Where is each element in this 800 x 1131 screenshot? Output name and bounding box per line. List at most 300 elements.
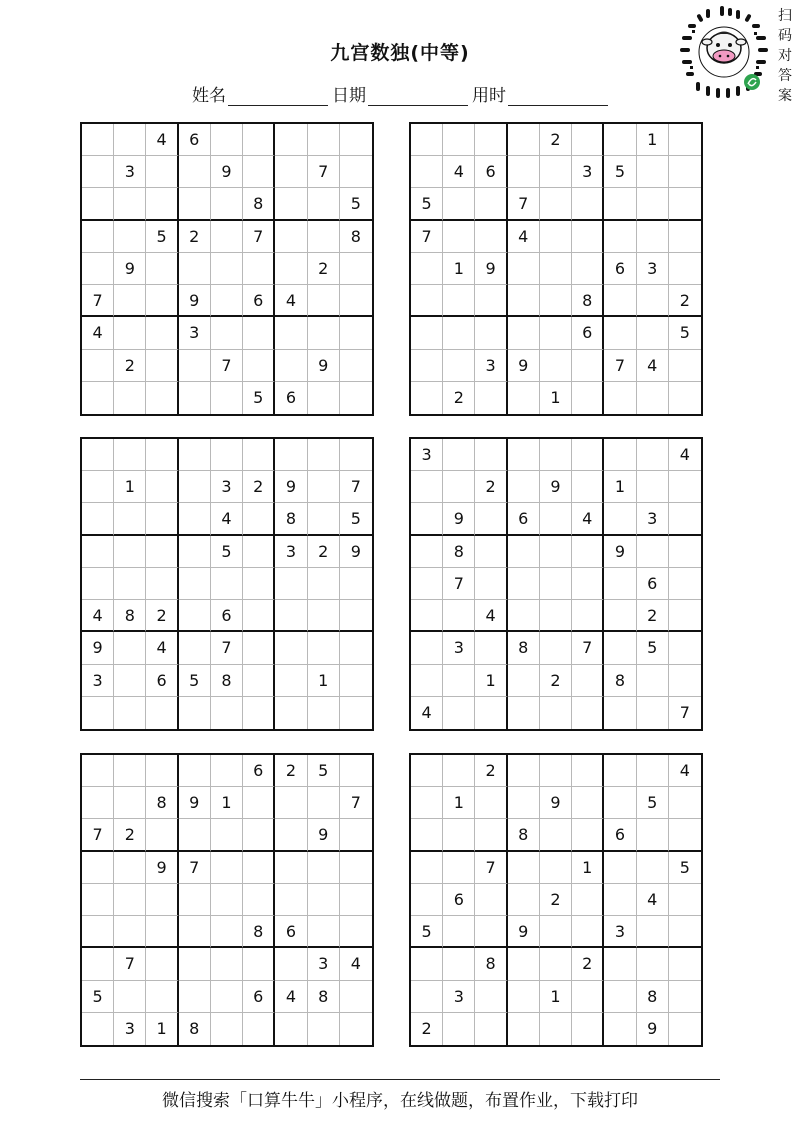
sudoku-cell[interactable] [82,536,114,568]
sudoku-cell[interactable] [340,852,372,884]
sudoku-cell[interactable] [669,536,701,568]
sudoku-cell[interactable] [637,285,669,317]
sudoku-cell[interactable] [243,568,275,600]
sudoku-cell[interactable] [340,350,372,382]
sudoku-cell[interactable] [146,755,178,787]
sudoku-cell[interactable] [114,787,146,819]
sudoku-cell[interactable] [637,916,669,948]
sudoku-cell[interactable] [669,503,701,535]
sudoku-cell[interactable] [82,124,114,156]
sudoku-cell[interactable] [540,439,572,471]
sudoku-cell[interactable] [82,755,114,787]
sudoku-cell[interactable] [475,221,507,253]
sudoku-cell[interactable] [114,221,146,253]
sudoku-cell[interactable] [475,632,507,664]
sudoku-cell[interactable] [211,1013,243,1045]
sudoku-cell[interactable] [604,632,636,664]
sudoku-cell[interactable] [540,568,572,600]
sudoku-cell[interactable] [508,568,540,600]
sudoku-cell[interactable] [114,124,146,156]
sudoku-cell[interactable] [508,382,540,414]
sudoku-cell[interactable] [637,852,669,884]
sudoku-cell[interactable] [275,124,307,156]
sudoku-cell[interactable] [411,948,443,980]
sudoku-cell[interactable] [669,124,701,156]
sudoku-cell[interactable] [114,632,146,664]
sudoku-cell[interactable] [669,787,701,819]
sudoku-cell[interactable] [540,221,572,253]
sudoku-cell[interactable] [572,787,604,819]
sudoku-cell[interactable] [179,439,211,471]
sudoku-cell[interactable] [243,503,275,535]
sudoku-cell[interactable] [572,819,604,851]
sudoku-cell[interactable] [604,124,636,156]
sudoku-cell[interactable] [475,568,507,600]
sudoku-cell[interactable] [411,285,443,317]
sudoku-cell[interactable] [572,884,604,916]
sudoku-cell[interactable] [114,884,146,916]
sudoku-cell[interactable] [211,382,243,414]
sudoku-cell[interactable] [243,439,275,471]
sudoku-cell[interactable] [82,471,114,503]
sudoku-cell[interactable] [604,948,636,980]
sudoku-cell[interactable] [637,471,669,503]
sudoku-cell[interactable] [82,188,114,220]
sudoku-cell[interactable] [308,317,340,349]
sudoku-cell[interactable] [443,285,475,317]
sudoku-cell[interactable] [146,981,178,1013]
sudoku-cell[interactable] [475,697,507,729]
sudoku-cell[interactable] [340,916,372,948]
sudoku-cell[interactable] [308,568,340,600]
sudoku-cell[interactable] [82,884,114,916]
sudoku-cell[interactable] [82,697,114,729]
sudoku-cell[interactable] [275,665,307,697]
sudoku-cell[interactable] [508,884,540,916]
sudoku-cell[interactable] [637,697,669,729]
sudoku-cell[interactable] [275,697,307,729]
time-blank[interactable] [508,87,608,106]
sudoku-cell[interactable] [275,884,307,916]
sudoku-cell[interactable] [669,253,701,285]
sudoku-cell[interactable] [604,600,636,632]
sudoku-cell[interactable] [179,503,211,535]
sudoku-cell[interactable] [604,382,636,414]
sudoku-cell[interactable] [411,317,443,349]
sudoku-cell[interactable] [508,439,540,471]
sudoku-cell[interactable] [179,632,211,664]
sudoku-cell[interactable] [540,632,572,664]
sudoku-cell[interactable] [179,350,211,382]
sudoku-cell[interactable] [572,536,604,568]
sudoku-cell[interactable] [443,471,475,503]
sudoku-cell[interactable] [114,285,146,317]
sudoku-cell[interactable] [211,697,243,729]
sudoku-cell[interactable] [604,439,636,471]
sudoku-cell[interactable] [572,221,604,253]
sudoku-cell[interactable] [572,124,604,156]
sudoku-cell[interactable] [275,156,307,188]
sudoku-cell[interactable] [243,884,275,916]
sudoku-cell[interactable] [637,382,669,414]
sudoku-cell[interactable] [411,755,443,787]
sudoku-cell[interactable] [508,536,540,568]
sudoku-cell[interactable] [604,755,636,787]
sudoku-cell[interactable] [508,981,540,1013]
sudoku-cell[interactable] [179,981,211,1013]
sudoku-cell[interactable] [637,188,669,220]
sudoku-cell[interactable] [411,884,443,916]
sudoku-cell[interactable] [572,568,604,600]
sudoku-cell[interactable] [114,382,146,414]
sudoku-cell[interactable] [669,382,701,414]
sudoku-cell[interactable] [275,600,307,632]
sudoku-cell[interactable] [572,697,604,729]
sudoku-cell[interactable] [540,188,572,220]
sudoku-cell[interactable] [275,819,307,851]
sudoku-cell[interactable] [669,188,701,220]
sudoku-cell[interactable] [540,697,572,729]
sudoku-cell[interactable] [146,439,178,471]
sudoku-cell[interactable] [669,568,701,600]
sudoku-cell[interactable] [243,819,275,851]
sudoku-cell[interactable] [82,948,114,980]
sudoku-cell[interactable] [540,536,572,568]
sudoku-cell[interactable] [243,536,275,568]
sudoku-cell[interactable] [637,665,669,697]
sudoku-cell[interactable] [604,503,636,535]
sudoku-cell[interactable] [308,1013,340,1045]
sudoku-cell[interactable] [540,755,572,787]
sudoku-cell[interactable] [340,665,372,697]
sudoku-cell[interactable] [637,439,669,471]
sudoku-cell[interactable] [540,852,572,884]
sudoku-cell[interactable] [443,948,475,980]
sudoku-cell[interactable] [340,568,372,600]
sudoku-cell[interactable] [114,916,146,948]
sudoku-cell[interactable] [540,819,572,851]
sudoku-cell[interactable] [82,916,114,948]
sudoku-cell[interactable] [308,916,340,948]
sudoku-cell[interactable] [411,568,443,600]
sudoku-cell[interactable] [82,439,114,471]
sudoku-cell[interactable] [275,787,307,819]
sudoku-cell[interactable] [308,884,340,916]
sudoku-cell[interactable] [475,503,507,535]
sudoku-cell[interactable] [243,948,275,980]
sudoku-cell[interactable] [114,665,146,697]
sudoku-cell[interactable] [114,188,146,220]
sudoku-cell[interactable] [275,1013,307,1045]
sudoku-cell[interactable] [211,852,243,884]
sudoku-cell[interactable] [475,884,507,916]
sudoku-cell[interactable] [211,916,243,948]
sudoku-cell[interactable] [475,787,507,819]
sudoku-cell[interactable] [179,253,211,285]
sudoku-cell[interactable] [637,156,669,188]
sudoku-cell[interactable] [243,1013,275,1045]
sudoku-cell[interactable] [146,156,178,188]
sudoku-cell[interactable] [411,819,443,851]
sudoku-cell[interactable] [443,697,475,729]
sudoku-cell[interactable] [604,568,636,600]
answer-qr-block[interactable] [676,4,796,108]
sudoku-cell[interactable] [114,981,146,1013]
sudoku-cell[interactable] [604,221,636,253]
sudoku-cell[interactable] [475,188,507,220]
sudoku-cell[interactable] [275,852,307,884]
sudoku-cell[interactable] [275,253,307,285]
sudoku-cell[interactable] [211,439,243,471]
sudoku-cell[interactable] [340,981,372,1013]
sudoku-cell[interactable] [340,124,372,156]
sudoku-cell[interactable] [308,471,340,503]
sudoku-cell[interactable] [179,697,211,729]
sudoku-cell[interactable] [508,755,540,787]
sudoku-cell[interactable] [211,285,243,317]
sudoku-cell[interactable] [308,600,340,632]
sudoku-cell[interactable] [275,350,307,382]
sudoku-cell[interactable] [340,697,372,729]
sudoku-cell[interactable] [572,981,604,1013]
sudoku-cell[interactable] [308,188,340,220]
sudoku-cell[interactable] [275,948,307,980]
sudoku-cell[interactable] [572,916,604,948]
sudoku-cell[interactable] [114,755,146,787]
sudoku-cell[interactable] [411,600,443,632]
sudoku-cell[interactable] [308,285,340,317]
sudoku-cell[interactable] [308,632,340,664]
sudoku-cell[interactable] [572,1013,604,1045]
sudoku-cell[interactable] [443,317,475,349]
sudoku-cell[interactable] [540,503,572,535]
sudoku-cell[interactable] [243,253,275,285]
sudoku-cell[interactable] [82,568,114,600]
sudoku-cell[interactable] [604,317,636,349]
sudoku-cell[interactable] [243,697,275,729]
sudoku-cell[interactable] [443,350,475,382]
sudoku-cell[interactable] [146,568,178,600]
sudoku-cell[interactable] [82,787,114,819]
sudoku-cell[interactable] [308,382,340,414]
sudoku-cell[interactable] [114,317,146,349]
sudoku-cell[interactable] [669,948,701,980]
sudoku-cell[interactable] [508,471,540,503]
sudoku-cell[interactable] [340,439,372,471]
sudoku-cell[interactable] [508,317,540,349]
sudoku-cell[interactable] [637,536,669,568]
sudoku-cell[interactable] [637,819,669,851]
sudoku-cell[interactable] [443,755,475,787]
sudoku-cell[interactable] [572,253,604,285]
sudoku-cell[interactable] [411,124,443,156]
sudoku-cell[interactable] [340,382,372,414]
sudoku-cell[interactable] [340,600,372,632]
sudoku-cell[interactable] [508,787,540,819]
sudoku-cell[interactable] [411,536,443,568]
sudoku-cell[interactable] [637,948,669,980]
sudoku-cell[interactable] [669,221,701,253]
sudoku-cell[interactable] [275,317,307,349]
sudoku-cell[interactable] [540,600,572,632]
sudoku-cell[interactable] [604,852,636,884]
sudoku-cell[interactable] [243,632,275,664]
sudoku-cell[interactable] [179,188,211,220]
sudoku-cell[interactable] [669,350,701,382]
sudoku-cell[interactable] [669,1013,701,1045]
sudoku-cell[interactable] [572,471,604,503]
sudoku-cell[interactable] [179,382,211,414]
sudoku-cell[interactable] [243,600,275,632]
sudoku-cell[interactable] [508,600,540,632]
sudoku-cell[interactable] [179,755,211,787]
sudoku-cell[interactable] [308,124,340,156]
sudoku-cell[interactable] [475,439,507,471]
sudoku-cell[interactable] [243,124,275,156]
sudoku-cell[interactable] [114,568,146,600]
sudoku-cell[interactable] [669,632,701,664]
sudoku-cell[interactable] [604,188,636,220]
sudoku-cell[interactable] [669,981,701,1013]
sudoku-cell[interactable] [411,787,443,819]
sudoku-cell[interactable] [540,1013,572,1045]
sudoku-cell[interactable] [146,819,178,851]
sudoku-cell[interactable] [443,600,475,632]
sudoku-cell[interactable] [211,884,243,916]
sudoku-cell[interactable] [475,382,507,414]
sudoku-cell[interactable] [211,755,243,787]
sudoku-cell[interactable] [146,350,178,382]
sudoku-cell[interactable] [275,188,307,220]
sudoku-cell[interactable] [308,503,340,535]
sudoku-cell[interactable] [508,156,540,188]
sudoku-cell[interactable] [443,916,475,948]
sudoku-cell[interactable] [411,382,443,414]
sudoku-cell[interactable] [572,382,604,414]
sudoku-cell[interactable] [540,948,572,980]
sudoku-cell[interactable] [275,568,307,600]
sudoku-cell[interactable] [604,884,636,916]
sudoku-cell[interactable] [82,350,114,382]
sudoku-cell[interactable] [637,317,669,349]
sudoku-cell[interactable] [82,221,114,253]
sudoku-cell[interactable] [572,188,604,220]
sudoku-cell[interactable] [211,819,243,851]
sudoku-cell[interactable] [146,188,178,220]
sudoku-cell[interactable] [179,819,211,851]
sudoku-cell[interactable] [443,221,475,253]
sudoku-cell[interactable] [443,1013,475,1045]
sudoku-cell[interactable] [82,1013,114,1045]
sudoku-cell[interactable] [114,536,146,568]
cow-mascot-qr-code-icon[interactable] [676,4,772,100]
sudoku-cell[interactable] [340,632,372,664]
sudoku-cell[interactable] [411,632,443,664]
sudoku-cell[interactable] [275,632,307,664]
sudoku-cell[interactable] [475,819,507,851]
sudoku-cell[interactable] [669,156,701,188]
sudoku-cell[interactable] [669,916,701,948]
sudoku-cell[interactable] [604,285,636,317]
sudoku-cell[interactable] [669,819,701,851]
sudoku-cell[interactable] [508,948,540,980]
sudoku-cell[interactable] [443,819,475,851]
sudoku-cell[interactable] [340,1013,372,1045]
sudoku-cell[interactable] [475,317,507,349]
sudoku-cell[interactable] [146,253,178,285]
sudoku-cell[interactable] [275,439,307,471]
sudoku-cell[interactable] [179,471,211,503]
sudoku-cell[interactable] [540,285,572,317]
sudoku-cell[interactable] [82,503,114,535]
sudoku-cell[interactable] [411,852,443,884]
sudoku-cell[interactable] [572,755,604,787]
sudoku-cell[interactable] [211,221,243,253]
sudoku-cell[interactable] [146,471,178,503]
sudoku-cell[interactable] [411,981,443,1013]
sudoku-cell[interactable] [308,852,340,884]
sudoku-cell[interactable] [475,285,507,317]
sudoku-cell[interactable] [508,124,540,156]
sudoku-cell[interactable] [211,317,243,349]
date-blank[interactable] [368,87,468,106]
sudoku-cell[interactable] [411,503,443,535]
sudoku-cell[interactable] [443,439,475,471]
sudoku-cell[interactable] [572,350,604,382]
sudoku-cell[interactable] [211,253,243,285]
sudoku-cell[interactable] [114,697,146,729]
sudoku-cell[interactable] [637,755,669,787]
sudoku-cell[interactable] [179,948,211,980]
sudoku-cell[interactable] [146,382,178,414]
sudoku-cell[interactable] [540,156,572,188]
sudoku-cell[interactable] [275,221,307,253]
sudoku-cell[interactable] [669,600,701,632]
sudoku-cell[interactable] [669,884,701,916]
sudoku-cell[interactable] [475,981,507,1013]
sudoku-cell[interactable] [211,568,243,600]
sudoku-cell[interactable] [82,382,114,414]
sudoku-cell[interactable] [572,600,604,632]
sudoku-cell[interactable] [475,536,507,568]
sudoku-cell[interactable] [179,568,211,600]
sudoku-cell[interactable] [340,317,372,349]
sudoku-cell[interactable] [146,697,178,729]
sudoku-cell[interactable] [82,852,114,884]
sudoku-cell[interactable] [114,439,146,471]
sudoku-cell[interactable] [508,697,540,729]
name-blank[interactable] [228,87,328,106]
sudoku-cell[interactable] [308,697,340,729]
sudoku-cell[interactable] [146,503,178,535]
sudoku-cell[interactable] [211,188,243,220]
sudoku-cell[interactable] [669,471,701,503]
sudoku-cell[interactable] [443,124,475,156]
sudoku-cell[interactable] [340,156,372,188]
sudoku-cell[interactable] [179,884,211,916]
sudoku-cell[interactable] [411,471,443,503]
sudoku-cell[interactable] [146,285,178,317]
sudoku-cell[interactable] [340,884,372,916]
sudoku-cell[interactable] [443,665,475,697]
sudoku-cell[interactable] [540,350,572,382]
sudoku-cell[interactable] [604,1013,636,1045]
sudoku-cell[interactable] [508,1013,540,1045]
sudoku-cell[interactable] [443,188,475,220]
sudoku-cell[interactable] [211,124,243,156]
sudoku-cell[interactable] [540,253,572,285]
sudoku-cell[interactable] [443,852,475,884]
